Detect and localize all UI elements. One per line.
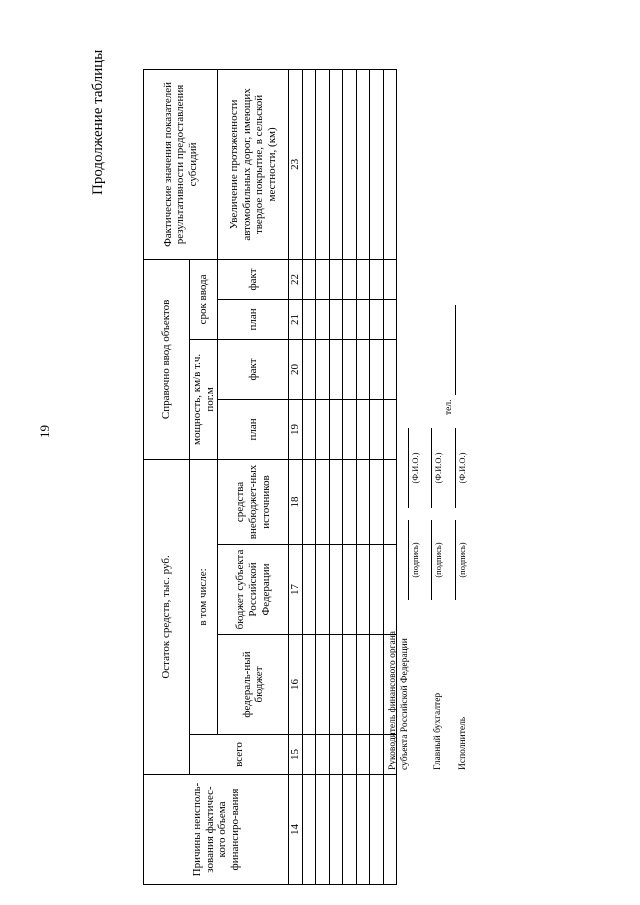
header-row-1 xyxy=(144,69,190,884)
accountant-label: Главный бухгалтер xyxy=(433,692,443,770)
plan-term-header: план xyxy=(218,299,289,339)
column-number: 17 xyxy=(289,545,303,635)
column-number: 21 xyxy=(289,299,303,339)
executor-label: Исполнитель xyxy=(458,716,468,770)
reasons-header: Причины неисполь-зования фактичес-кого объема финансиро-вания xyxy=(144,775,289,885)
column-numbers-row xyxy=(289,69,303,884)
table-row xyxy=(302,69,316,884)
capacity-header: мощность, км/в т.ч. пог.м xyxy=(190,339,218,459)
head-name-caption: (Ф.И.О.) xyxy=(410,452,420,484)
extrabudget-header: средства внебюджет-ных источников xyxy=(218,459,289,544)
phone-line[interactable] xyxy=(455,305,456,395)
head-name-line[interactable] xyxy=(408,428,409,508)
plan-capacity-header: план xyxy=(218,399,289,459)
regional-header: бюджет субъекта Российской Федерации xyxy=(218,545,289,635)
table-row xyxy=(316,69,330,884)
continuation-title: Продолжение таблицы xyxy=(90,49,106,195)
executor-signature-caption: (подпись) xyxy=(457,542,467,578)
term-header: срок ввода xyxy=(190,259,218,339)
accountant-name-line[interactable] xyxy=(431,428,432,508)
fact-term-header: факт xyxy=(218,259,289,299)
column-number: 16 xyxy=(289,635,303,735)
head-signature-line[interactable] xyxy=(408,520,409,600)
executor-name-line[interactable] xyxy=(455,428,456,508)
column-number: 19 xyxy=(289,399,303,459)
phone-label: тел. xyxy=(444,399,454,415)
column-number: 20 xyxy=(289,339,303,399)
column-number: 23 xyxy=(289,69,303,259)
including-header: в том числе: xyxy=(190,459,218,734)
federal-header: федераль-ный бюджет xyxy=(218,635,289,735)
page-number: 19 xyxy=(37,425,52,438)
road-increase-header: Увеличение протяженности автомобильных дорог, имеющих твердое покрытие, в сельской местности, (км) xyxy=(218,69,289,259)
commissioning-header: Справочно ввод объектов xyxy=(144,259,190,459)
total-header: всего xyxy=(190,735,289,775)
head-label-line1: Руководитель финансового органа xyxy=(388,630,398,770)
column-number: 22 xyxy=(289,259,303,299)
fact-capacity-header: факт xyxy=(218,339,289,399)
results-header: Фактические значения показателей результативности предоставления субсидий xyxy=(144,69,218,259)
accountant-signature-caption: (подпись) xyxy=(433,542,443,578)
table-row xyxy=(329,69,343,884)
remainder-header: Остаток средств, тыс. руб. xyxy=(144,459,190,774)
head-label-line2: субъекта Российской Федерации xyxy=(400,638,410,770)
column-number: 18 xyxy=(289,459,303,544)
table-row xyxy=(356,69,370,884)
head-signature-caption: (подпись) xyxy=(410,542,420,578)
table-row xyxy=(370,69,384,884)
executor-signature-line[interactable] xyxy=(455,520,456,600)
report-table xyxy=(143,69,397,885)
accountant-signature-line[interactable] xyxy=(431,520,432,600)
table-row xyxy=(343,69,357,884)
accountant-name-caption: (Ф.И.О.) xyxy=(433,452,443,484)
column-number: 15 xyxy=(289,735,303,775)
column-number: 14 xyxy=(289,775,303,885)
executor-name-caption: (Ф.И.О.) xyxy=(457,452,467,484)
